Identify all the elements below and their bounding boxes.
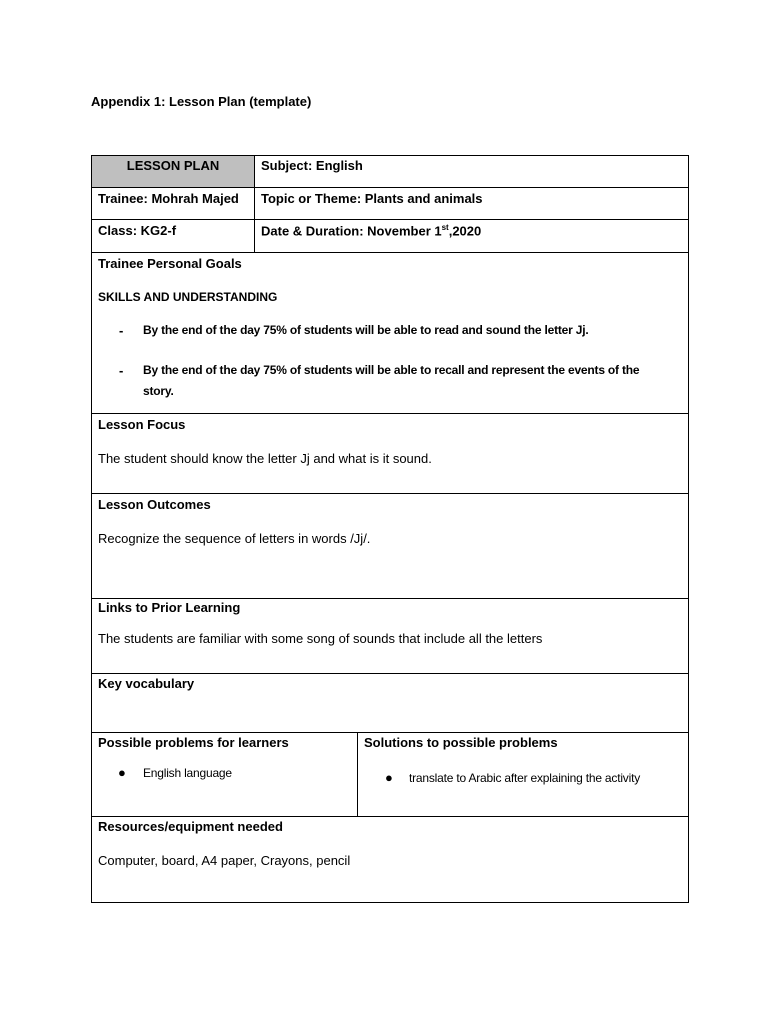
- lesson-focus-cell: [91, 413, 689, 494]
- prior-learning-cell: [91, 598, 689, 674]
- resources-text: Computer, board, A4 paper, Crayons, pencil: [98, 853, 351, 868]
- key-vocabulary-cell: [91, 673, 689, 733]
- page-heading: Appendix 1: Lesson Plan (template): [91, 94, 312, 109]
- resources-cell: [91, 816, 689, 903]
- goal-dash-1: -: [119, 323, 124, 338]
- solutions-cell: [357, 732, 689, 817]
- goal-dash-2: -: [119, 363, 124, 378]
- date-cell: [254, 219, 689, 253]
- problems-cell: [91, 732, 358, 817]
- subject-cell: [254, 155, 689, 188]
- problems-bullet: ●: [118, 765, 126, 780]
- trainee-cell: [91, 187, 255, 220]
- personal-goals-title: Trainee Personal Goals: [98, 256, 242, 271]
- lesson-plan-label: LESSON PLAN: [126, 158, 220, 173]
- key-vocabulary-title: Key vocabulary: [98, 676, 195, 691]
- solutions-title: Solutions to possible problems: [364, 735, 558, 750]
- prior-learning-text: The students are familiar with some song of sounds that include all the letters: [98, 631, 543, 646]
- solutions-bullet: ●: [385, 770, 393, 785]
- lesson-outcomes-title: Lesson Outcomes: [98, 497, 211, 512]
- subject-text: Subject: English: [261, 158, 363, 173]
- lesson-outcomes-cell: [91, 493, 689, 599]
- date-suffix: ,2020: [448, 223, 482, 239]
- prior-learning-title: Links to Prior Learning: [98, 600, 241, 615]
- solutions-item: translate to Arabic after explaining the activity: [409, 771, 640, 785]
- date-sup: st: [441, 223, 449, 232]
- date-prefix: Date & Duration: November 1: [261, 223, 442, 239]
- goal-2: By the end of the day 75% of students will be able to recall and represent the events of the: [143, 363, 640, 377]
- skills-subtitle: SKILLS AND UNDERSTANDING: [98, 290, 278, 304]
- lesson-plan-label-cell: [91, 155, 255, 188]
- topic-cell: [254, 187, 689, 220]
- personal-goals-cell: [91, 252, 689, 414]
- lesson-focus-text: The student should know the letter Jj and what is it sound.: [98, 451, 432, 466]
- resources-title: Resources/equipment needed: [98, 819, 283, 834]
- lesson-focus-title: Lesson Focus: [98, 417, 186, 432]
- topic-text: Topic or Theme: Plants and animals: [261, 191, 483, 206]
- class-text: Class: KG2-f: [98, 223, 177, 238]
- problems-title: Possible problems for learners: [98, 735, 289, 750]
- problems-item: English language: [143, 766, 232, 780]
- lesson-outcomes-text: Recognize the sequence of letters in words /Jj/.: [98, 531, 371, 546]
- goal-1: By the end of the day 75% of students will be able to read and sound the letter Jj.: [143, 323, 589, 337]
- class-cell: [91, 219, 255, 253]
- trainee-text: Trainee: Mohrah Majed: [98, 191, 239, 206]
- goal-2-cont: story.: [143, 384, 174, 398]
- date-text: [261, 223, 481, 238]
